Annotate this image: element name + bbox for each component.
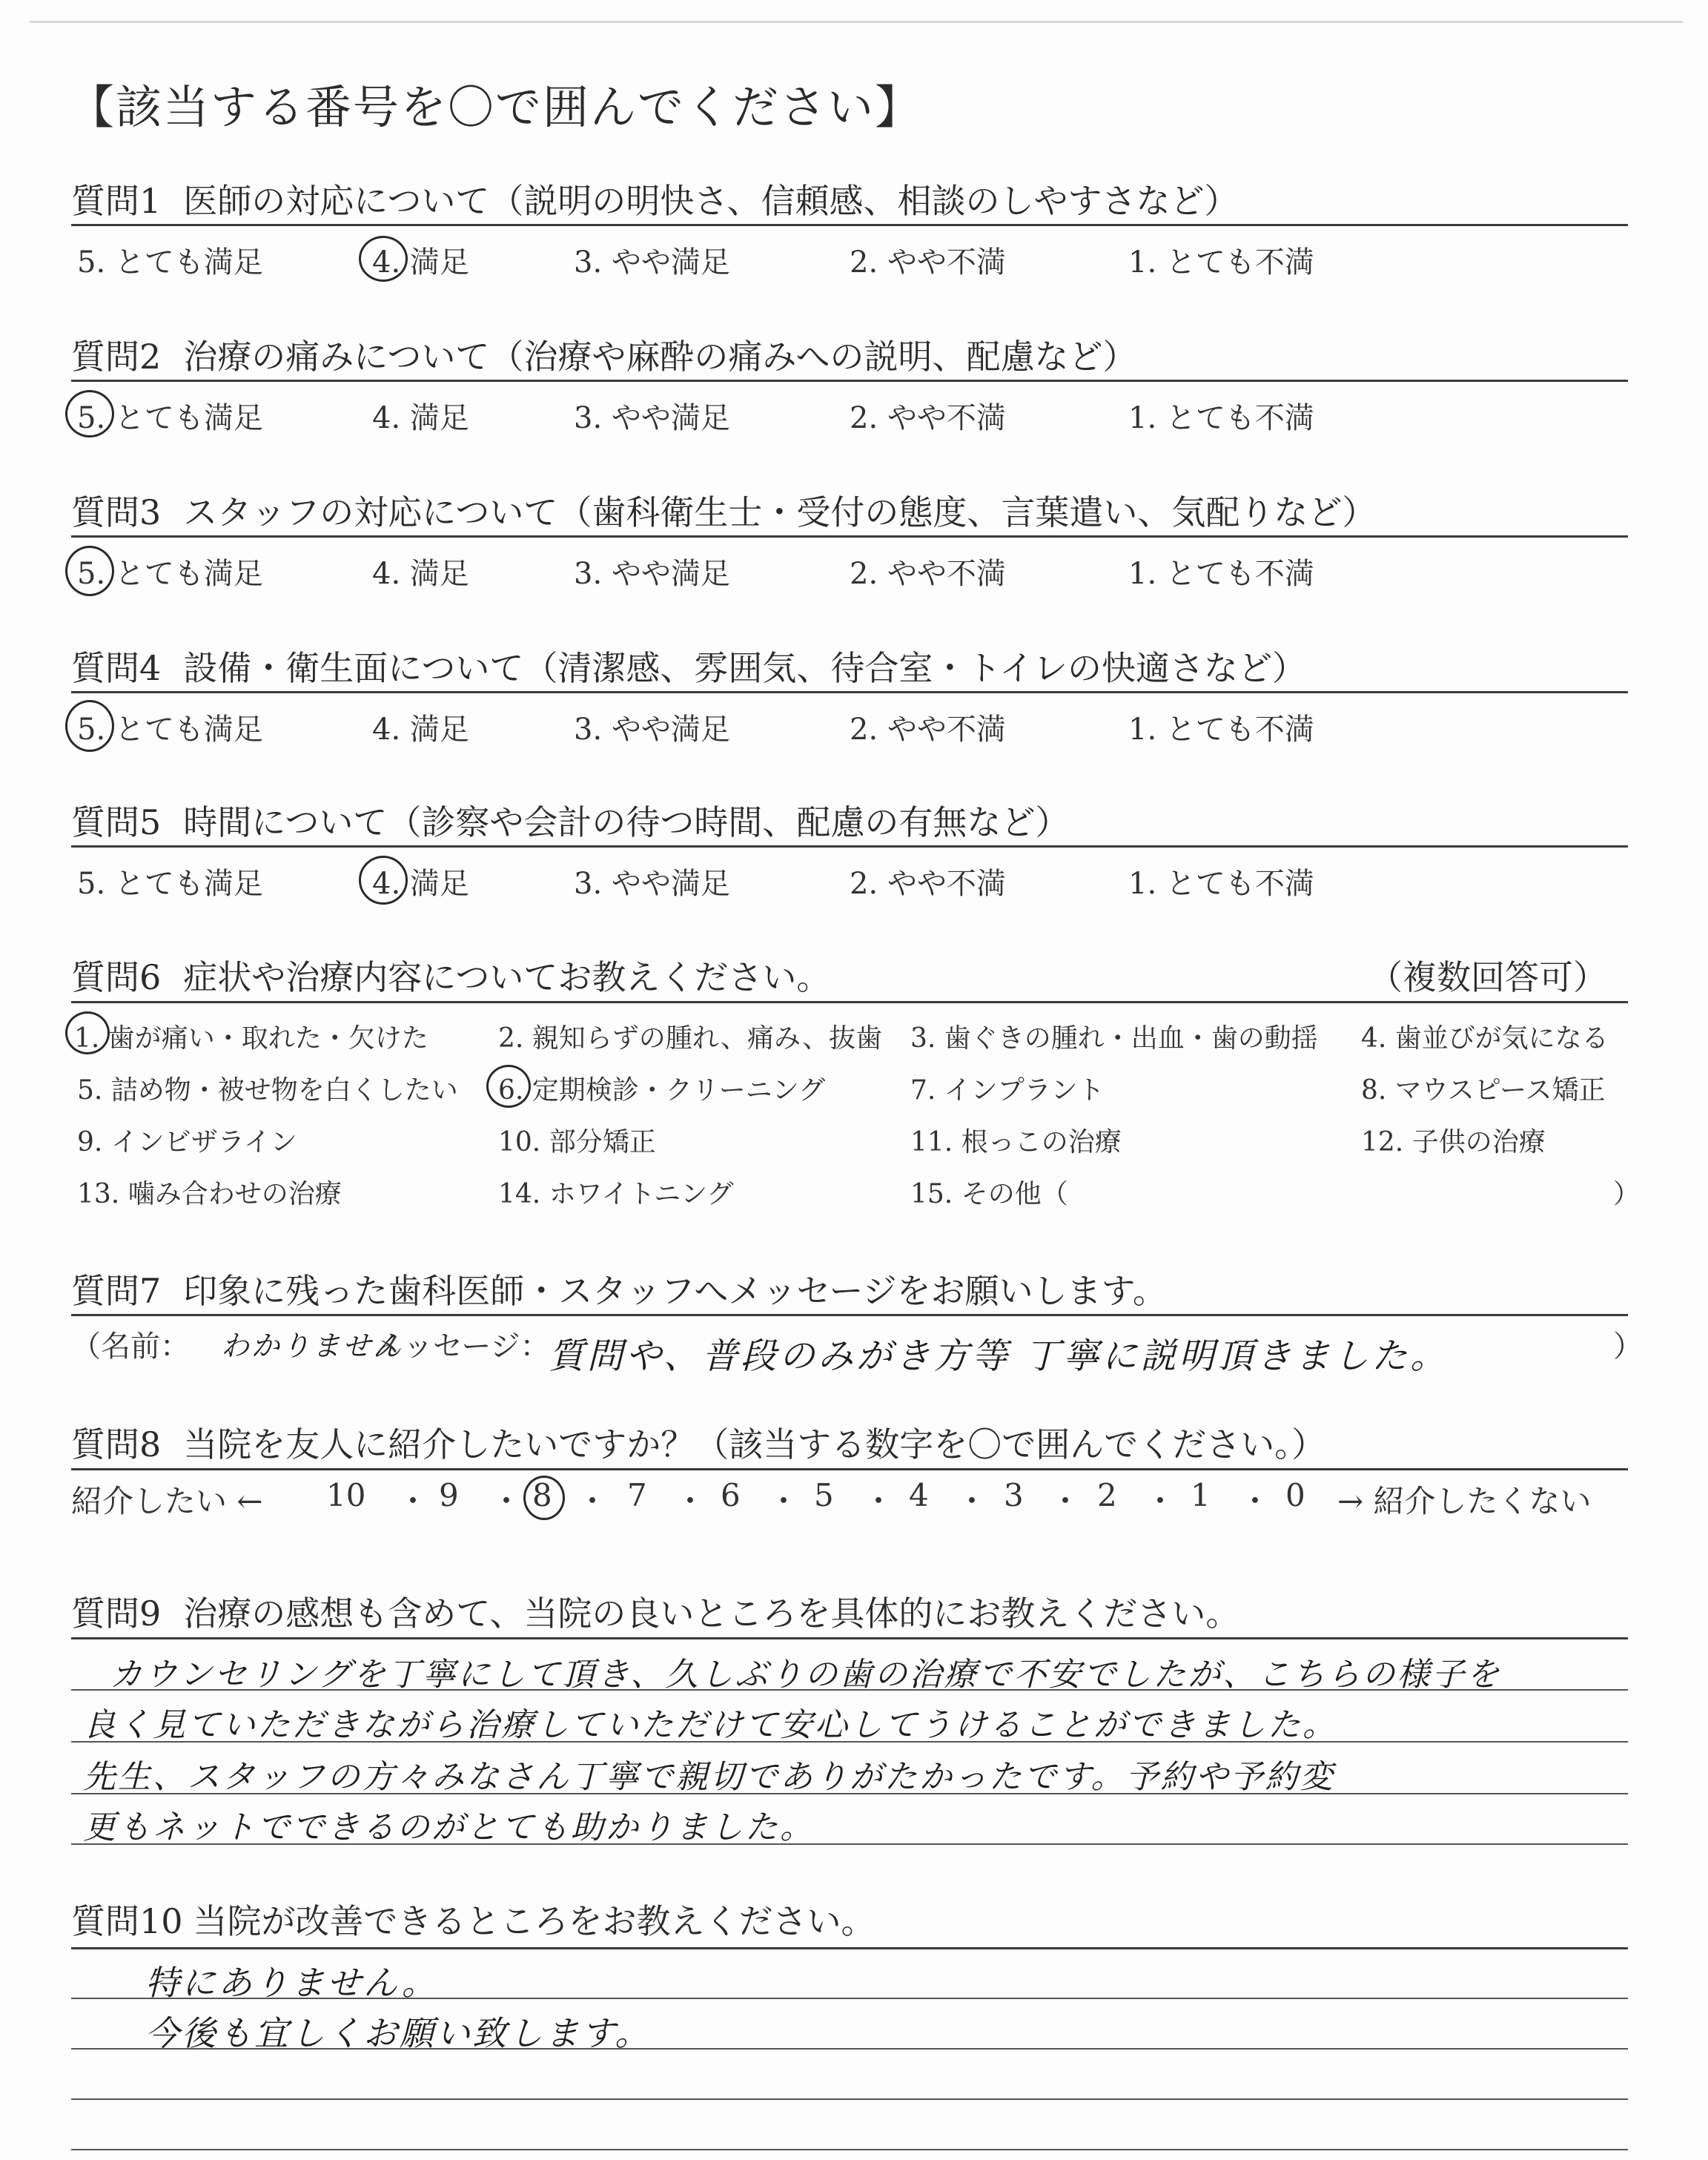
- q6-option-6[interactable]: 6. 定期検診・クリーニング: [498, 1075, 826, 1106]
- q10-answer-text-2[interactable]: 今後も宜しくお願い致します。: [145, 2013, 652, 2053]
- q8-value-0[interactable]: 0: [1285, 1477, 1305, 1513]
- question-6-note: （複数回答可）: [1368, 957, 1607, 997]
- q2-selection-circle: [65, 390, 114, 437]
- question-9-title: 質問9 治療の感想も含めて、当院の良いところを具体的にお教えください。: [71, 1593, 1240, 1634]
- q6-selection-circle-6: [486, 1065, 531, 1108]
- q10-answer-line-4: [71, 2149, 1628, 2150]
- q1-option-3[interactable]: 3. やや満足: [574, 245, 730, 280]
- q6-option-11[interactable]: 11. 根っこの治療: [910, 1127, 1122, 1157]
- q9-answer-text-2[interactable]: 良く見ていただきながら治療していただけて安心してうけることができました。: [83, 1706, 1337, 1744]
- question-10-title: 質問10 当院が改善できるところをお教えください。: [71, 1901, 875, 1941]
- q6-option-9[interactable]: 9. インビザライン: [77, 1127, 297, 1157]
- question-2-title: 質問2 治療の痛みについて（治療や麻酔の痛みへの説明、配慮など）: [71, 337, 1137, 377]
- q8-value-2[interactable]: 2: [1097, 1477, 1117, 1513]
- q1-selection-circle: [359, 236, 408, 282]
- q10-answer-line-3: [71, 2098, 1628, 2100]
- q2-option-4[interactable]: 4. 満足: [372, 401, 469, 435]
- q8-sep-6: ・: [863, 1483, 895, 1519]
- q8-sep-4: ・: [675, 1483, 706, 1519]
- q1-option-2[interactable]: 2. やや不満: [850, 245, 1006, 280]
- q8-sep-7: ・: [956, 1483, 988, 1519]
- q6-option-12[interactable]: 12. 子供の治療: [1361, 1127, 1546, 1157]
- q8-value-5[interactable]: 5: [814, 1477, 834, 1513]
- q6-option-15[interactable]: 15. その他（: [910, 1179, 1068, 1209]
- q8-sep-5: ・: [768, 1483, 800, 1519]
- q4-option-5[interactable]: 5. とても満足: [77, 713, 263, 747]
- q9-answer-text-3[interactable]: 先生、スタッフの方々みなさん丁寧で親切でありがたかったです。予約や予約変: [83, 1758, 1335, 1796]
- q2-option-5[interactable]: 5. とても満足: [77, 401, 263, 435]
- q1-option-1[interactable]: 1. とても不満: [1128, 245, 1314, 280]
- q6-option-4[interactable]: 4. 歯並びが気になる: [1361, 1023, 1609, 1054]
- question-6-title: 質問6 症状や治療内容についてお教えください。: [71, 957, 831, 997]
- q6-option-7[interactable]: 7. インプラント: [910, 1075, 1105, 1106]
- q5-option-3[interactable]: 3. やや満足: [574, 867, 730, 901]
- q8-value-10[interactable]: 10: [326, 1477, 366, 1513]
- q6-option-3[interactable]: 3. 歯ぐきの腫れ・出血・歯の動揺: [910, 1023, 1318, 1054]
- q3-selection-circle: [65, 546, 114, 596]
- q9-answer-text-1[interactable]: カウンセリングを丁寧にして頂き、久しぶりの歯の治療で不安でしたが、こちらの様子を: [110, 1656, 1502, 1694]
- q8-value-3[interactable]: 3: [1004, 1477, 1024, 1513]
- q8-value-1[interactable]: 1: [1191, 1477, 1211, 1513]
- question-1-rule: [71, 224, 1628, 226]
- question-3-title: 質問3 スタッフの対応について（歯科衛生士・受付の態度、言葉遣い、気配りなど）: [71, 492, 1377, 532]
- q2-option-3[interactable]: 3. やや満足: [574, 401, 730, 435]
- form-heading: 【該当する番号を〇で囲んでください】: [68, 80, 923, 134]
- q6-option-2[interactable]: 2. 親知らずの腫れ、痛み、抜歯: [498, 1023, 883, 1054]
- q7-message-label: メッセージ：: [374, 1330, 550, 1364]
- question-5-rule: [71, 845, 1628, 848]
- q8-sep-1: ・: [397, 1483, 429, 1519]
- question-6-rule: [71, 1001, 1628, 1003]
- question-8-rule: [71, 1468, 1628, 1470]
- q6-other-close: ）: [1613, 1179, 1641, 1209]
- q5-option-1[interactable]: 1. とても不満: [1128, 867, 1314, 901]
- q5-option-4[interactable]: 4. 満足: [372, 867, 469, 901]
- question-4-title: 質問4 設備・衛生面について（清潔感、雰囲気、待合室・トイレの快適さなど）: [71, 648, 1307, 688]
- q7-message-value[interactable]: 質問や、普段のみがき方等 丁寧に説明頂きました。: [549, 1335, 1449, 1377]
- q3-option-2[interactable]: 2. やや不満: [850, 557, 1006, 591]
- q6-option-14[interactable]: 14. ホワイトニング: [498, 1179, 734, 1209]
- question-9-rule: [71, 1637, 1628, 1639]
- q3-option-3[interactable]: 3. やや満足: [574, 557, 730, 591]
- q8-sep-10: ・: [1239, 1483, 1271, 1519]
- q2-option-1[interactable]: 1. とても不満: [1128, 401, 1314, 435]
- q4-option-4[interactable]: 4. 満足: [372, 713, 469, 747]
- q5-selection-circle: [359, 856, 408, 905]
- question-7-rule: [71, 1314, 1628, 1316]
- q7-name-label: （名前：: [71, 1330, 190, 1364]
- q1-option-5[interactable]: 5. とても満足: [77, 245, 263, 280]
- q8-value-9[interactable]: 9: [439, 1477, 459, 1513]
- q8-value-7[interactable]: 7: [627, 1477, 647, 1513]
- question-2-rule: [71, 380, 1628, 382]
- q8-value-8[interactable]: 8: [532, 1477, 552, 1513]
- q1-option-4[interactable]: 4. 満足: [372, 245, 469, 280]
- q8-value-6[interactable]: 6: [721, 1477, 741, 1513]
- q8-sep-9: ・: [1145, 1483, 1176, 1519]
- q3-option-1[interactable]: 1. とても不満: [1128, 557, 1314, 591]
- q6-selection-circle-1: [65, 1011, 110, 1054]
- q10-answer-text-1[interactable]: 特にありません。: [145, 1963, 438, 2003]
- question-10-rule: [71, 1947, 1628, 1949]
- question-7-title: 質問7 印象に残った歯科医師・スタッフへメッセージをお願いします。: [71, 1271, 1167, 1311]
- q4-selection-circle: [65, 700, 114, 752]
- q6-option-5[interactable]: 5. 詰め物・被せ物を白くしたい: [77, 1075, 458, 1106]
- q6-option-8[interactable]: 8. マウスピース矯正: [1361, 1075, 1606, 1106]
- q4-option-2[interactable]: 2. やや不満: [850, 713, 1006, 747]
- q2-option-2[interactable]: 2. やや不満: [850, 401, 1006, 435]
- q8-sep-8: ・: [1050, 1483, 1082, 1519]
- q4-option-1[interactable]: 1. とても不満: [1128, 713, 1314, 747]
- q6-option-1[interactable]: 1. 歯が痛い・取れた・欠けた: [74, 1023, 428, 1054]
- q3-option-5[interactable]: 5. とても満足: [77, 557, 263, 591]
- q8-value-4[interactable]: 4: [909, 1477, 929, 1513]
- question-1-title: 質問1 医師の対応について（説明の明快さ、信頼感、相談のしやすさなど）: [71, 181, 1239, 221]
- question-5-title: 質問5 時間について（診察や会計の待つ時間、配慮の有無など）: [71, 802, 1070, 842]
- question-4-rule: [71, 691, 1628, 693]
- q8-selection-circle: [523, 1476, 565, 1520]
- top-divider: [30, 21, 1683, 23]
- q5-option-5[interactable]: 5. とても満足: [77, 867, 263, 901]
- q6-option-10[interactable]: 10. 部分矯正: [498, 1127, 656, 1157]
- q5-option-2[interactable]: 2. やや不満: [850, 867, 1006, 901]
- q8-sep-2: ・: [491, 1483, 523, 1519]
- q3-option-4[interactable]: 4. 満足: [372, 557, 469, 591]
- q8-sep-3: ・: [577, 1483, 609, 1519]
- question-8-title: 質問8 当院を友人に紹介したいですか？（該当する数字を〇で囲んでください。）: [71, 1424, 1326, 1464]
- q8-left-label: 紹介したい ←: [71, 1483, 263, 1519]
- q4-option-3[interactable]: 3. やや満足: [574, 713, 730, 747]
- question-3-rule: [71, 535, 1628, 538]
- q7-name-value[interactable]: わかりません: [221, 1330, 404, 1362]
- q7-close: ）: [1613, 1330, 1643, 1364]
- q9-answer-text-4[interactable]: 更もネットでできるのがとても助かりました。: [83, 1809, 815, 1846]
- q6-option-13[interactable]: 13. 噛み合わせの治療: [77, 1179, 342, 1209]
- q8-right-label: → 紹介したくない: [1337, 1483, 1592, 1519]
